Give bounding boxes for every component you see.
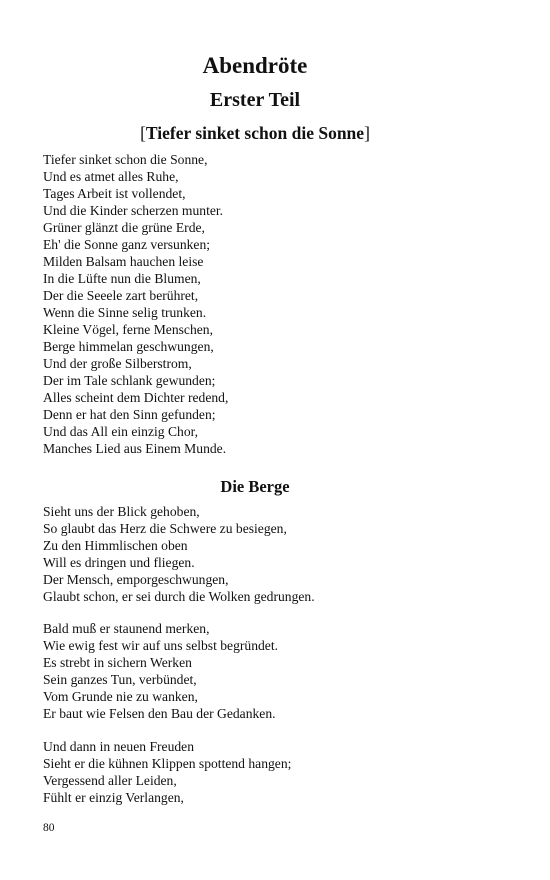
poem-line: Und der große Silberstrom,: [43, 356, 192, 371]
poem-line: Der die Seeele zart berühret,: [43, 288, 199, 303]
part-title: Erster Teil: [209, 89, 301, 111]
poem-line: Vergessend aller Leiden,: [43, 773, 177, 788]
poem-line: Sieht uns der Blick gehoben,: [43, 504, 200, 519]
poem-line: Sein ganzes Tun, verbündet,: [43, 672, 197, 687]
poem-line: Glaubt schon, er sei durch die Wolken gedrungen.: [43, 589, 315, 604]
page-number: 80: [43, 822, 55, 834]
poem-line: Wenn die Sinne selig trunken.: [43, 305, 207, 320]
poem-line: Denn er hat den Sinn gefunden;: [43, 407, 216, 422]
poem-line: Grüner glänzt die grüne Erde,: [43, 220, 205, 235]
poem-stanza: [43, 151, 228, 457]
poem-stanza: [43, 738, 291, 806]
poem-stanza: [43, 503, 315, 605]
poem-title-text: Tiefer sinket schon die Sonne: [145, 123, 365, 143]
poem-line: Und das All ein einzig Chor,: [43, 424, 199, 439]
poem-line: Und dann in neuen Freuden: [43, 739, 195, 754]
poem-line: Wie ewig fest wir auf uns selbst begründet.: [43, 638, 279, 653]
poem-line: Will es dringen und fliegen.: [43, 555, 195, 570]
poem-line: Manches Lied aus Einem Munde.: [43, 441, 227, 456]
poem-line: So glaubt das Herz die Schwere zu besiegen,: [43, 521, 287, 536]
section-title: Die Berge: [220, 477, 290, 496]
poem-title: [0, 122, 510, 144]
poem-line: Eh' die Sonne ganz versunken;: [43, 237, 211, 252]
poem-line: Fühlt er einzig Verlangen,: [43, 790, 184, 805]
poem-line: Bald muß er staunend merken,: [43, 621, 210, 636]
poem-line: Es strebt in sichern Werken: [43, 655, 192, 670]
poem-title-bracket-close: ]: [364, 123, 370, 143]
poem-line: Der Mensch, emporgeschwungen,: [43, 572, 229, 587]
poem-line: Alles scheint dem Dichter redend,: [43, 390, 229, 405]
poem-line: Kleine Vögel, ferne Menschen,: [43, 322, 213, 337]
poem-line: Und es atmet alles Ruhe,: [43, 169, 179, 184]
poem-title-bracket-open: [: [140, 123, 146, 143]
poem-line: Der im Tale schlank gewunden;: [43, 373, 216, 388]
poem-line: Zu den Himmlischen oben: [43, 538, 188, 553]
poem-line: Vom Grunde nie zu wanken,: [43, 689, 198, 704]
poem-stanza: [43, 620, 278, 722]
poem-line: Tages Arbeit ist vollendet,: [43, 186, 186, 201]
page-title: Abendröte: [202, 53, 308, 78]
poem-line: Und die Kinder scherzen munter.: [43, 203, 224, 218]
poem-line: Er baut wie Felsen den Bau der Gedanken.: [43, 706, 276, 721]
poem-line: Berge himmelan geschwungen,: [43, 339, 214, 354]
poem-line: Milden Balsam hauchen leise: [43, 254, 204, 269]
poem-line: In die Lüfte nun die Blumen,: [43, 271, 201, 286]
poem-line: Sieht er die kühnen Klippen spottend hangen;: [43, 756, 292, 771]
poem-line: Tiefer sinket schon die Sonne,: [43, 152, 208, 167]
